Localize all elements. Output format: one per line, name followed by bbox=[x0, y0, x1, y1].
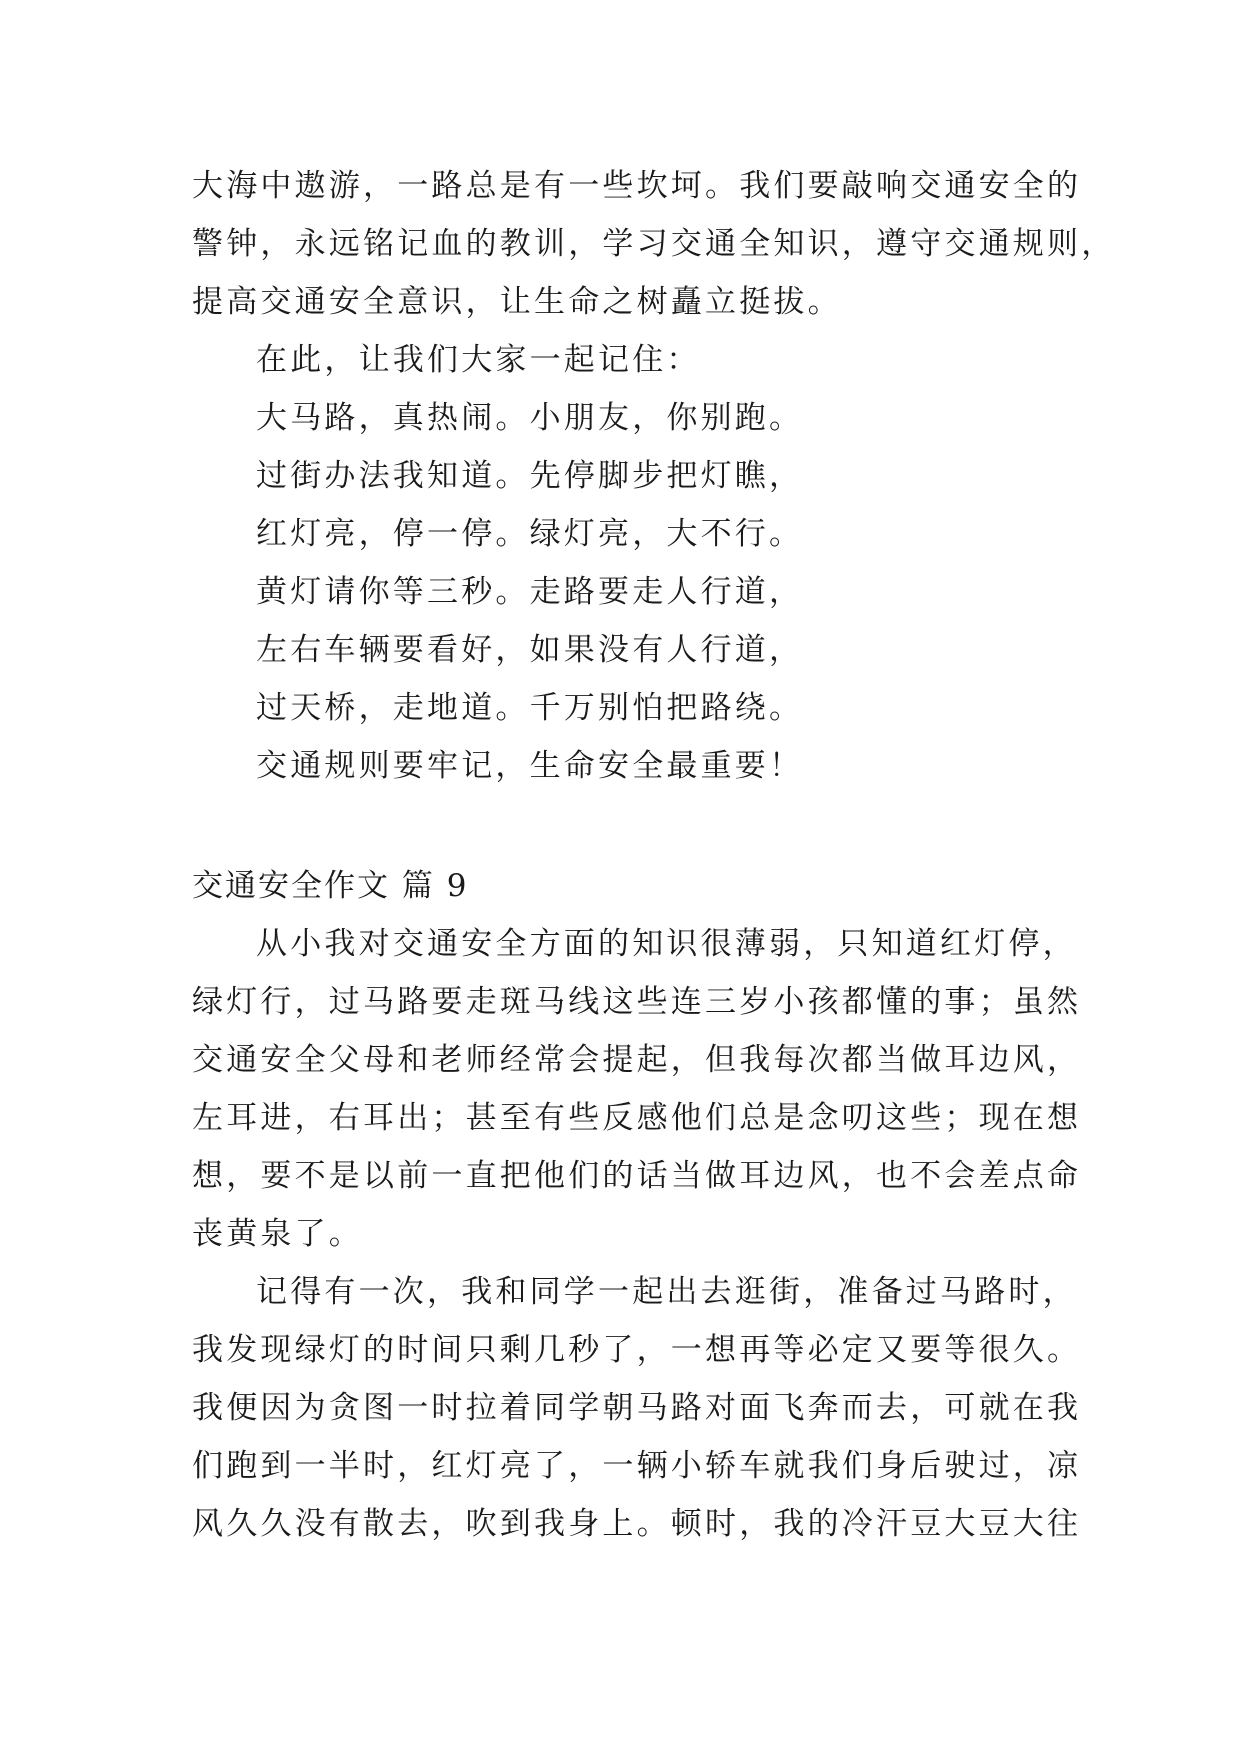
poem-line: 交通规则要牢记，生命安全最重要！ bbox=[256, 748, 804, 784]
poem-line: 黄灯请你等三秒。走路要走人行道， bbox=[256, 574, 804, 610]
text-line: 记得有一次，我和同学一起出去逛街，准备过马路时， bbox=[256, 1274, 1077, 1310]
text-line: 风久久没有散去，吹到我身上。顿时，我的冷汗豆大豆大往 bbox=[192, 1506, 1082, 1542]
text-line: 想，要不是以前一直把他们的话当做耳边风，也不会差点命 bbox=[192, 1158, 1082, 1194]
text-line: 大海中遨游，一路总是有一些坎坷。我们要敲响交通安全的 bbox=[192, 168, 1082, 204]
text-line: 左耳进，右耳出；甚至有些反感他们总是念叨这些；现在想 bbox=[192, 1100, 1082, 1136]
text-line: 我发现绿灯的时间只剩几秒了，一想再等必定又要等很久。 bbox=[192, 1332, 1082, 1368]
text-line: 绿灯行，过马路要走斑马线这些连三岁小孩都懂的事；虽然 bbox=[192, 984, 1082, 1020]
poem-line: 红灯亮，停一停。绿灯亮，大不行。 bbox=[256, 516, 804, 552]
poem-line: 过天桥，走地道。千万别怕把路绕。 bbox=[256, 690, 804, 726]
text-line: 们跑到一半时，红灯亮了，一辆小轿车就我们身后驶过，凉 bbox=[192, 1448, 1082, 1484]
poem-intro: 在此，让我们大家一起记住： bbox=[256, 342, 701, 378]
section-heading: 交通安全作文 篇 9 bbox=[192, 868, 469, 904]
poem-line: 大马路，真热闹。小朋友，你别跑。 bbox=[256, 400, 804, 436]
text-line: 交通安全父母和老师经常会提起，但我每次都当做耳边风， bbox=[192, 1042, 1082, 1078]
text-line: 警钟，永远铭记血的教训，学习交通全知识，遵守交通规则， bbox=[192, 226, 1116, 262]
text-line: 丧黄泉了。 bbox=[192, 1216, 363, 1252]
text-line: 我便因为贪图一时拉着同学朝马路对面飞奔而去，可就在我 bbox=[192, 1390, 1082, 1426]
poem-line: 左右车辆要看好，如果没有人行道， bbox=[256, 632, 804, 668]
text-line: 从小我对交通安全方面的知识很薄弱，只知道红灯停， bbox=[256, 926, 1077, 962]
poem-line: 过街办法我知道。先停脚步把灯瞧， bbox=[256, 458, 804, 494]
text-line: 提高交通安全意识，让生命之树矗立挺拔。 bbox=[192, 284, 842, 320]
